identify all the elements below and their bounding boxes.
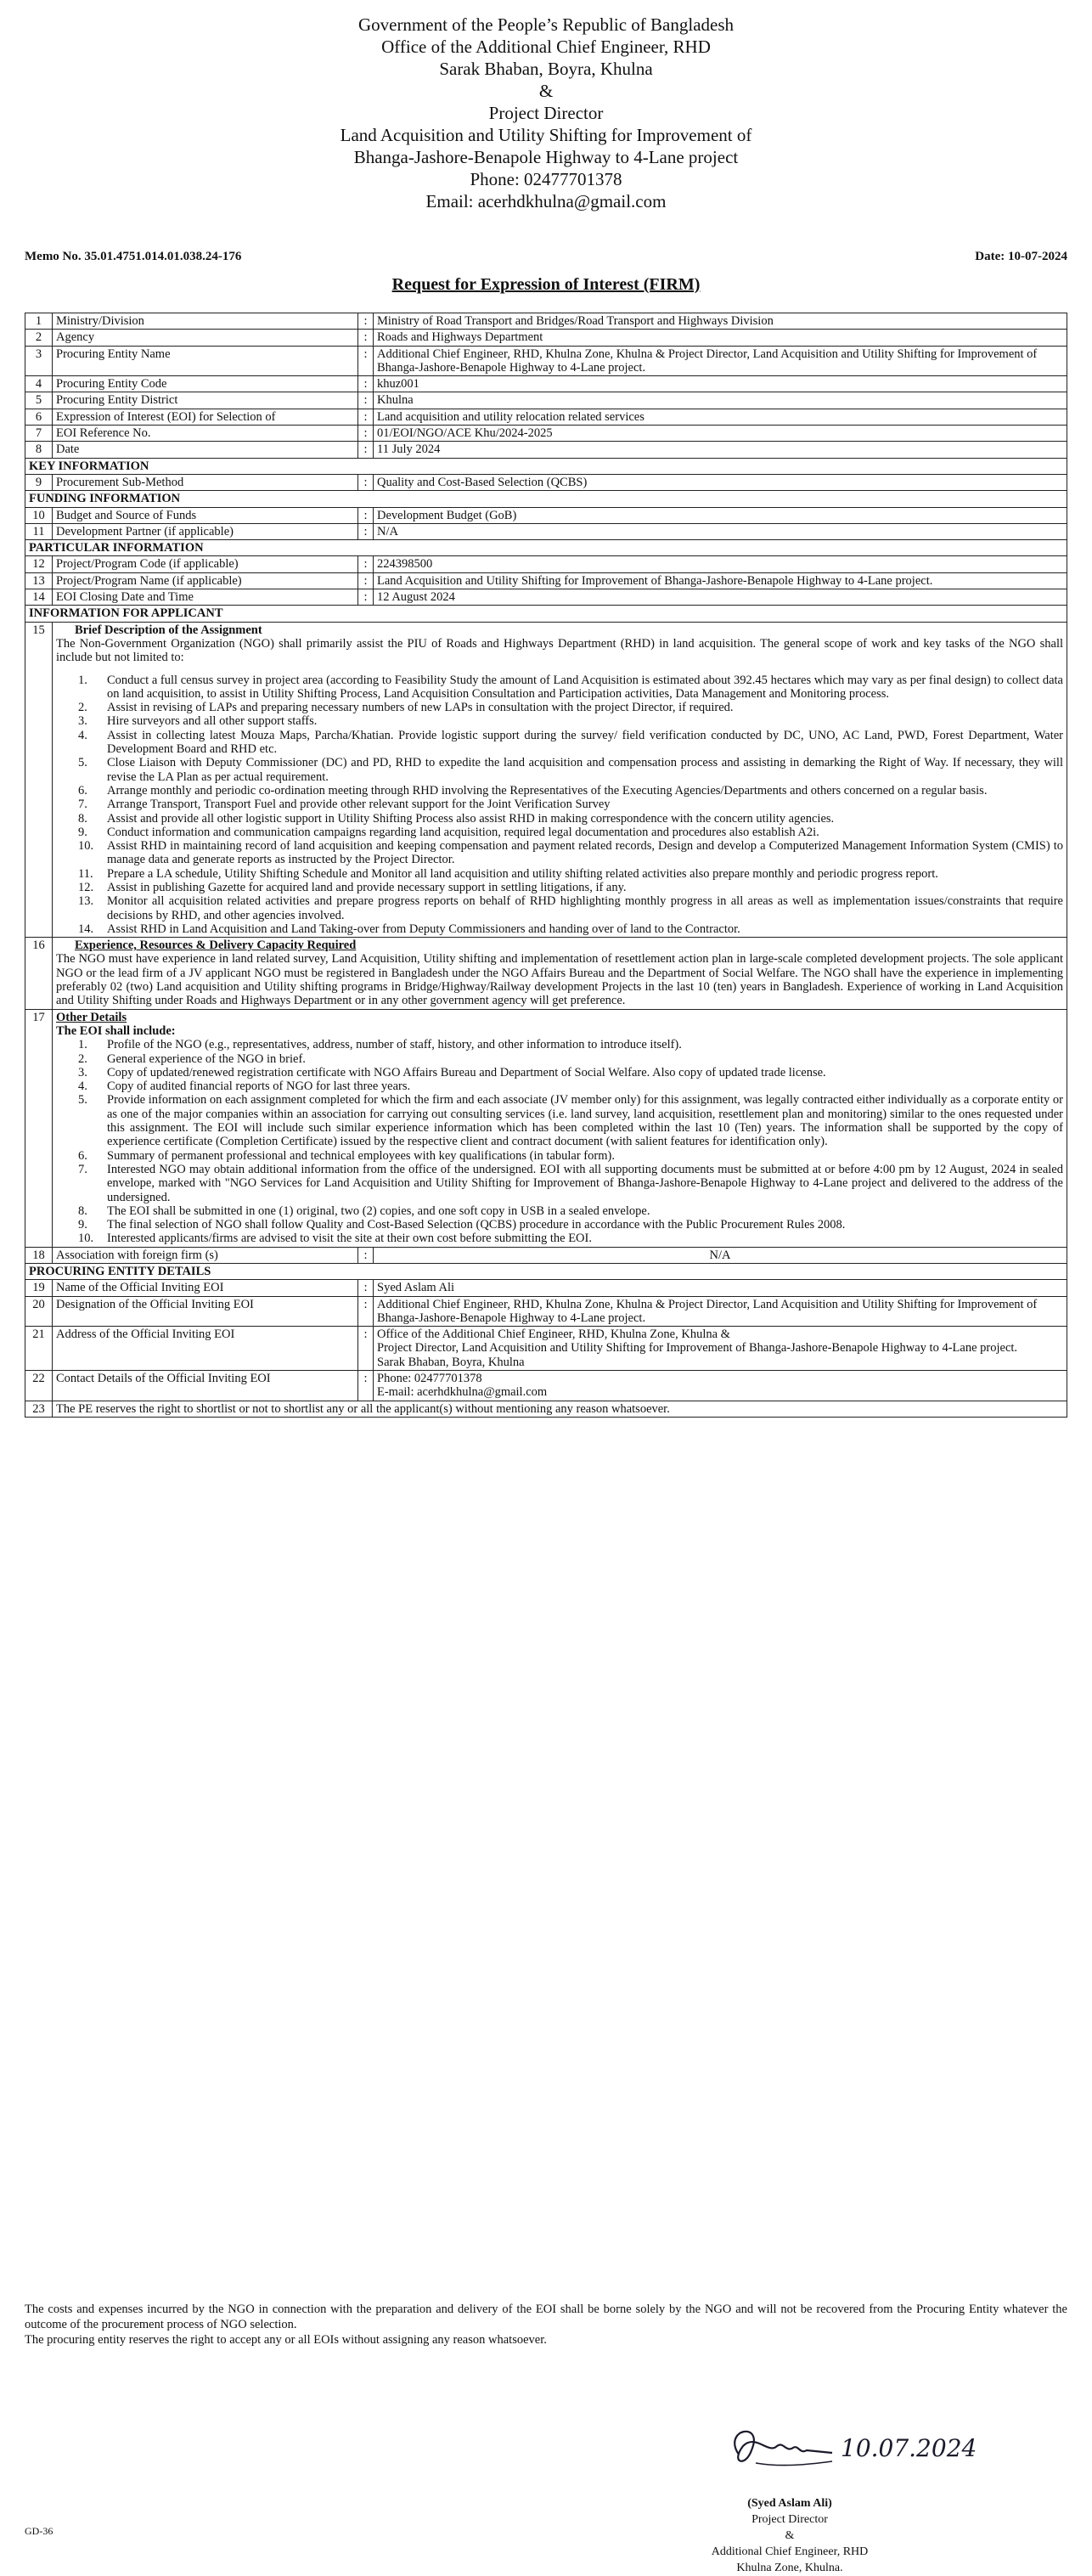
item-number: 10. [78, 839, 94, 854]
table-row [25, 1371, 1067, 1401]
table-row [25, 1401, 1067, 1417]
signature-scribble [705, 2404, 977, 2497]
list-item [56, 701, 1063, 714]
row-value: Ministry of Road Transport and Bridges/Road Transport and Highways Division [374, 313, 1067, 330]
closing-notes [25, 2302, 1067, 2348]
row-number: 20 [25, 1296, 53, 1327]
row-number: 2 [25, 330, 53, 346]
colon: : [358, 426, 374, 442]
row-value: Land Acquisition and Utility Shifting for Improvement of Bhanga-Jashore-Benapole Highway to 4-Lane project. [374, 572, 1067, 589]
item-number: 9. [78, 825, 87, 839]
table-row [25, 474, 1067, 490]
item-number: 3. [78, 1065, 87, 1079]
row-value: 224398500 [374, 556, 1067, 572]
row-value: Roads and Highways Department [374, 330, 1067, 346]
list-item [56, 1052, 1063, 1066]
table-row [25, 1247, 1067, 1263]
row-number: 13 [25, 572, 53, 589]
assignment-intro: The Non-Government Organization (NGO) shall primarily assist the PIU of Roads and Highways Department (RHD) in land acquisition. The general scope of work and key tasks of the NGO shall include but not limited to: [56, 636, 1063, 665]
row-number: 8 [25, 442, 53, 458]
list-item [56, 1163, 1063, 1204]
section-header [25, 491, 1067, 507]
item-number: 5. [78, 756, 87, 770]
row-number: 3 [25, 346, 53, 376]
memo-date: Date: 10-07-2024 [975, 250, 1067, 263]
list-item [56, 922, 1063, 936]
list-item [56, 714, 1063, 728]
item-number: 11. [78, 866, 93, 881]
row-label: Agency [53, 330, 358, 346]
item-text: The EOI shall be submitted in one (1) original, two (2) copies, and one soft copy in USB in a sealed envelope. [107, 1203, 650, 1218]
signatory-name: (Syed Aslam Ali) [747, 2497, 832, 2510]
row-label: EOI Reference No. [53, 426, 358, 442]
item-text: Conduct information and communication campaigns regarding land acquisition, required legal documentation and procedures also establish A2i. [107, 825, 819, 839]
list-item [56, 674, 1063, 702]
item-number: 3. [78, 714, 87, 729]
table-row [25, 376, 1067, 392]
official-contact [374, 1371, 1067, 1401]
signatory-title: Project Director [751, 2513, 828, 2526]
row-number: 22 [25, 1371, 53, 1401]
row-value: Khulna [374, 392, 1067, 409]
section-header [25, 1264, 1067, 1280]
row-value: Quality and Cost-Based Selection (QCBS) [374, 474, 1067, 490]
colon: : [358, 1371, 374, 1401]
row-label: Association with foreign firm (s) [53, 1247, 358, 1263]
row-label: Procuring Entity Name [53, 346, 358, 376]
item-text: Hire surveyors and all other support staffs. [107, 714, 318, 729]
list-item [56, 894, 1063, 922]
table-row-assignment [25, 622, 1067, 938]
address-line: Sarak Bhaban, Boyra, Khulna [377, 1355, 525, 1369]
row-number: 15 [25, 622, 53, 938]
list-item [56, 1079, 1063, 1093]
list-item [56, 756, 1063, 784]
row-label: Name of the Official Inviting EOI [53, 1280, 358, 1296]
item-text: Monitor all acquisition related activities and prepare progress reports on behalf of RHD highlighting monthly progress in all areas as well as implementation issues/constraints that require decisions by RHD, and other agencies involved. [107, 894, 1063, 922]
row-label: Project/Program Code (if applicable) [53, 556, 358, 572]
item-text: Assist in publishing Gazette for acquired land and provide necessary support in settling litigations, if any. [107, 880, 627, 894]
item-text: Assist in collecting latest Mouza Maps, Parcha/Khatian. Provide logistic support during the survey/ field verification conducted by DC, UNO, AC Land, PWD, Forest Department, Water Development Board and RHD etc. [107, 728, 1063, 757]
table-row [25, 442, 1067, 458]
item-text: Provide information on each assignment completed for which the firm and each associate (JV member only) for this assignment, was legally contracted either individually as a corporate entity or as one of the major companies within an association for carrying out consulting services (i.e. land survey, land acquisition, resettlement plan and monitoring) similar to the ones requested under this assignment. The EOI will include such similar experience information which has been completed within the last 10 (Ten) years. The information shall be supported by the copy of experience certificate (Completion Certificate) issued by the respective client and contract document (with salient features for identification only). [107, 1093, 1063, 1149]
item-number: 6. [78, 1148, 87, 1163]
row-label: Procuring Entity Code [53, 376, 358, 392]
item-number: 8. [78, 1203, 87, 1218]
colon: : [358, 1280, 374, 1296]
item-number: 6. [78, 783, 87, 798]
section-title: PARTICULAR INFORMATION [25, 540, 1067, 556]
row-value: Land acquisition and utility relocation related services [374, 409, 1067, 425]
letterhead-line: Bhanga-Jashore-Benapole Highway to 4-Lane project [353, 147, 739, 167]
list-item [56, 1093, 1063, 1148]
letterhead-line: Government of the People’s Republic of Bangladesh [357, 14, 735, 35]
item-text: Close Liaison with Deputy Commissioner (DC) and PD, RHD to expedite the land acquisition and compensation process and assisting in demarking the Right of Way. If necessary, they will revise the LA Plan as per actual requirement. [107, 756, 1063, 784]
letterhead-line: Office of the Additional Chief Engineer, RHD [381, 37, 711, 57]
table-row [25, 556, 1067, 572]
row-label: Date [53, 442, 358, 458]
item-text: Interested NGO may obtain additional information from the office of the undersigned. EOI with all supporting documents must be submitted at or before 4:00 pm by 12 August, 2024 in sealed envelope, marked with "NGO Services for Land Acquisition and Utility Shifting for Improvement of Bhanga-Jashore-Benapole Highway to 4-Lane project and delivered to the address of the undersigned. [107, 1162, 1063, 1204]
contact-phone: Phone: 02477701378 [377, 1372, 482, 1386]
row-number: 16 [25, 938, 53, 1009]
item-number: 5. [78, 1093, 87, 1108]
row-number: 12 [25, 556, 53, 572]
section-title: KEY INFORMATION [25, 458, 1067, 474]
table-row-experience [25, 938, 1067, 1009]
colon: : [358, 1247, 374, 1263]
item-number: 4. [78, 728, 87, 742]
colon: : [358, 313, 374, 330]
list-item [56, 867, 1063, 881]
row-number: 7 [25, 426, 53, 442]
list-item [56, 839, 1063, 867]
letterhead-line: Project Director [488, 103, 604, 123]
list-item [56, 1218, 1063, 1232]
list-item [56, 826, 1063, 839]
signature-image [705, 2404, 977, 2501]
item-text: The final selection of NGO shall follow Quality and Cost-Based Selection (QCBS) procedure in accordance with the Public Procurement Rules 2008. [107, 1218, 846, 1232]
eoi-include-list [56, 1038, 1063, 1245]
colon: : [358, 589, 374, 606]
other-details-heading: Other Details [56, 1010, 127, 1024]
colon: : [358, 376, 374, 392]
table-row [25, 313, 1067, 330]
row-label: Budget and Source of Funds [53, 507, 358, 523]
signatory-block [662, 2495, 917, 2576]
list-item [56, 1066, 1063, 1079]
row-value: N/A [374, 523, 1067, 539]
list-item [56, 1149, 1063, 1163]
contact-email: E-mail: acerhdkhulna@gmail.com [377, 1385, 548, 1400]
official-address [374, 1327, 1067, 1371]
item-number: 8. [78, 811, 87, 826]
item-number: 7. [78, 1162, 87, 1176]
table-row-other-details [25, 1009, 1067, 1247]
row-value: 01/EOI/NGO/ACE Khu/2024-2025 [374, 426, 1067, 442]
table-row [25, 507, 1067, 523]
colon: : [358, 507, 374, 523]
row-number: 6 [25, 409, 53, 425]
reservation-clause: The PE reserves the right to shortlist or not to shortlist any or all the applicant(s) without mentioning any reason whatsoever. [53, 1401, 1067, 1417]
list-item [56, 1204, 1063, 1218]
item-number: 14. [78, 922, 94, 936]
official-name: Syed Aslam Ali [374, 1280, 1067, 1296]
item-text: Assist RHD in Land Acquisition and Land Taking-over from Deputy Commissioners and handing over of land to the Contractor. [107, 922, 740, 936]
row-label: Address of the Official Inviting EOI [53, 1327, 358, 1371]
row-label: Procurement Sub-Method [53, 474, 358, 490]
item-text: Assist in revising of LAPs and preparing necessary numbers of new LAPs in consultation with the project Director, if required. [107, 701, 734, 715]
item-text: General experience of the NGO in brief. [107, 1051, 306, 1066]
row-number: 23 [25, 1401, 53, 1417]
row-label: Contact Details of the Official Inviting EOI [53, 1371, 358, 1401]
table-row [25, 523, 1067, 539]
table-row [25, 409, 1067, 425]
section-header [25, 458, 1067, 474]
item-text: Copy of updated/renewed registration certificate with NGO Affairs Bureau and Department of Social Welfare. Also copy of updated trade license. [107, 1065, 826, 1079]
rights-note: The procuring entity reserves the right to accept any or all EOIs without assigning any reason whatsoever. [25, 2333, 547, 2347]
item-text: Assist and provide all other logistic support in Utility Shifting Process also assist RHD in making correspondence with the concern utility agencies. [107, 811, 835, 826]
row-label: Development Partner (if applicable) [53, 523, 358, 539]
row-number: 11 [25, 523, 53, 539]
row-value: N/A [374, 1247, 1067, 1263]
table-row [25, 392, 1067, 409]
colon: : [358, 1296, 374, 1327]
row-label: Designation of the Official Inviting EOI [53, 1296, 358, 1327]
address-line: Project Director, Land Acquisition and Utility Shifting for Improvement of Bhanga-Jashore-Benapole Highway to 4-Lane project. [377, 1341, 1018, 1356]
section-title: FUNDING INFORMATION [25, 491, 1067, 507]
row-number: 18 [25, 1247, 53, 1263]
signatory-ampersand: & [785, 2529, 795, 2542]
document-code: GD-36 [25, 2525, 53, 2537]
experience-heading: Experience, Resources & Delivery Capacity Required [75, 939, 357, 953]
address-line: Office of the Additional Chief Engineer, RHD, Khulna Zone, Khulna & [377, 1327, 730, 1342]
colon: : [358, 409, 374, 425]
item-text: Assist RHD in maintaining record of land acquisition and keeping compensation and payment related records, Design and develop a Computerized Management Information System (CMIS) to manage data and generate reports as instructed by the Project Director. [107, 839, 1063, 867]
signature-date: 10.07.2024 [841, 2434, 977, 2462]
letterhead-line: Land Acquisition and Utility Shifting for Improvement of [340, 125, 752, 145]
letterhead-line: Sarak Bhaban, Boyra, Khulna [439, 59, 653, 79]
table-row [25, 346, 1067, 376]
list-item [56, 729, 1063, 757]
item-text: Conduct a full census survey in project area (according to Feasibility Study the amount of Land Acquisition is estimated about 392.45 hectares which may vary as per final design) to collect data on land acquisition, to assist in Utility Shifting Process, Land Acquisition Consultation and Participation activities, Data Management and Monitoring process. [107, 673, 1063, 701]
item-number: 2. [78, 701, 87, 715]
row-label: Expression of Interest (EOI) for Selection of [53, 409, 358, 425]
colon: : [358, 523, 374, 539]
memo-number: Memo No. 35.01.4751.014.01.038.24-176 [25, 250, 242, 263]
eoi-include-heading: The EOI shall include: [56, 1023, 176, 1038]
colon: : [358, 442, 374, 458]
table-row [25, 1296, 1067, 1327]
item-number: 10. [78, 1232, 94, 1246]
list-item [56, 798, 1063, 811]
list-item [56, 1232, 1063, 1245]
other-details [53, 1009, 1067, 1247]
section-header [25, 540, 1067, 556]
row-value: 11 July 2024 [374, 442, 1067, 458]
list-item [56, 881, 1063, 894]
list-item [56, 1038, 1063, 1051]
row-label: Ministry/Division [53, 313, 358, 330]
letterhead-line: Phone: 02477701378 [470, 169, 622, 189]
table-row [25, 1327, 1067, 1371]
colon: : [358, 330, 374, 346]
item-number: 12. [78, 880, 94, 894]
row-number: 14 [25, 589, 53, 606]
row-number: 21 [25, 1327, 53, 1371]
list-item [56, 784, 1063, 798]
row-value: Additional Chief Engineer, RHD, Khulna Zone, Khulna & Project Director, Land Acquisition and Utility Shifting for Improvement of Bhanga-Jashore-Benapole Highway to 4-Lane project. [374, 346, 1067, 376]
row-number: 1 [25, 313, 53, 330]
cost-note: The costs and expenses incurred by the NGO in connection with the preparation and delivery of the EOI shall be borne solely by the NGO and will not be recovered from the Procuring Entity whatever the outcome of the procurement process of NGO selection. [25, 2303, 1067, 2331]
row-label: EOI Closing Date and Time [53, 589, 358, 606]
row-number: 9 [25, 474, 53, 490]
row-number: 10 [25, 507, 53, 523]
table-row [25, 1280, 1067, 1296]
row-value: khuz001 [374, 376, 1067, 392]
signatory-title: Additional Chief Engineer, RHD [711, 2545, 869, 2558]
item-text: Prepare a LA schedule, Utility Shifting Schedule and Monitor all land acquisition and utility shifting related activities also prepare monthly and periodic progress report. [107, 866, 938, 881]
section-title: INFORMATION FOR APPLICANT [25, 606, 1067, 622]
letterhead [0, 14, 1092, 212]
item-number: 1. [78, 1038, 87, 1052]
letterhead-line: & [538, 81, 554, 101]
colon: : [358, 474, 374, 490]
row-number: 17 [25, 1009, 53, 1247]
list-item [56, 812, 1063, 826]
item-text: Copy of audited financial reports of NGO for last three years. [107, 1079, 411, 1094]
item-number: 2. [78, 1051, 87, 1066]
official-designation: Additional Chief Engineer, RHD, Khulna Zone, Khulna & Project Director, Land Acquisition and Utility Shifting for Improvement of Bhanga-Jashore-Benapole Highway to 4-Lane project. [374, 1296, 1067, 1327]
colon: : [358, 556, 374, 572]
row-label: Project/Program Name (if applicable) [53, 572, 358, 589]
item-text: Arrange Transport, Transport Fuel and provide other relevant support for the Joint Verification Survey [107, 798, 611, 812]
item-number: 4. [78, 1079, 87, 1094]
table-row [25, 330, 1067, 346]
colon: : [358, 1327, 374, 1371]
item-text: Arrange monthly and periodic co-ordination meeting through RHD involving the Representatives of the Executing Agencies/Departments and others concerned on a regular basis. [107, 783, 988, 798]
item-number: 13. [78, 894, 94, 909]
section-header [25, 606, 1067, 622]
row-number: 19 [25, 1280, 53, 1296]
row-value: 12 August 2024 [374, 589, 1067, 606]
item-number: 9. [78, 1218, 87, 1232]
row-number: 4 [25, 376, 53, 392]
row-label: Procuring Entity District [53, 392, 358, 409]
assignment-heading: Brief Description of the Assignment [75, 623, 262, 637]
assignment-description [53, 622, 1067, 938]
section-title: PROCURING ENTITY DETAILS [25, 1264, 1067, 1280]
row-value: Development Budget (GoB) [374, 507, 1067, 523]
row-number: 5 [25, 392, 53, 409]
signatory-zone: Khulna Zone, Khulna. [736, 2562, 843, 2574]
colon: : [358, 392, 374, 409]
item-text: Interested applicants/firms are advised to visit the site at their own cost before submitting the EOI. [107, 1232, 592, 1246]
experience-requirements [53, 938, 1067, 1009]
item-text: Profile of the NGO (e.g., representatives, address, number of staff, history, and other information to introduce itself). [107, 1038, 682, 1052]
table-row [25, 589, 1067, 606]
table-row [25, 572, 1067, 589]
colon: : [358, 346, 374, 376]
colon: : [358, 572, 374, 589]
item-number: 1. [78, 673, 87, 687]
eoi-table [25, 313, 1067, 1418]
letterhead-line: Email: acerhdkhulna@gmail.com [425, 191, 667, 211]
assignment-task-list [56, 674, 1063, 937]
document-title: Request for Expression of Interest (FIRM) [391, 275, 701, 294]
item-text: Summary of permanent professional and technical employees with key qualifications (in tabular form). [107, 1148, 615, 1163]
experience-text: The NGO must have experience in land related survey, Land Acquisition, Utility shifting and implementation of resettlement action plan in large-scale completed development projects. The sole applicant NGO or the lead firm of a JV applicant NGO must be registered in Bangladesh under the NGO Affairs Bureau and the Department of Social Welfare. The NGO shall have the experience in implementing preferably 02 (two) Land acquisition and Utility shifting programs in Bridge/Highway/Railway development Projects in the last 10 (ten) years in Bangladesh. Experience of working in Land Acquisition and Utility Shifting under Roads and Highways Department or in any other government agency will get preference. [56, 952, 1063, 1008]
item-number: 7. [78, 798, 87, 812]
table-row [25, 426, 1067, 442]
